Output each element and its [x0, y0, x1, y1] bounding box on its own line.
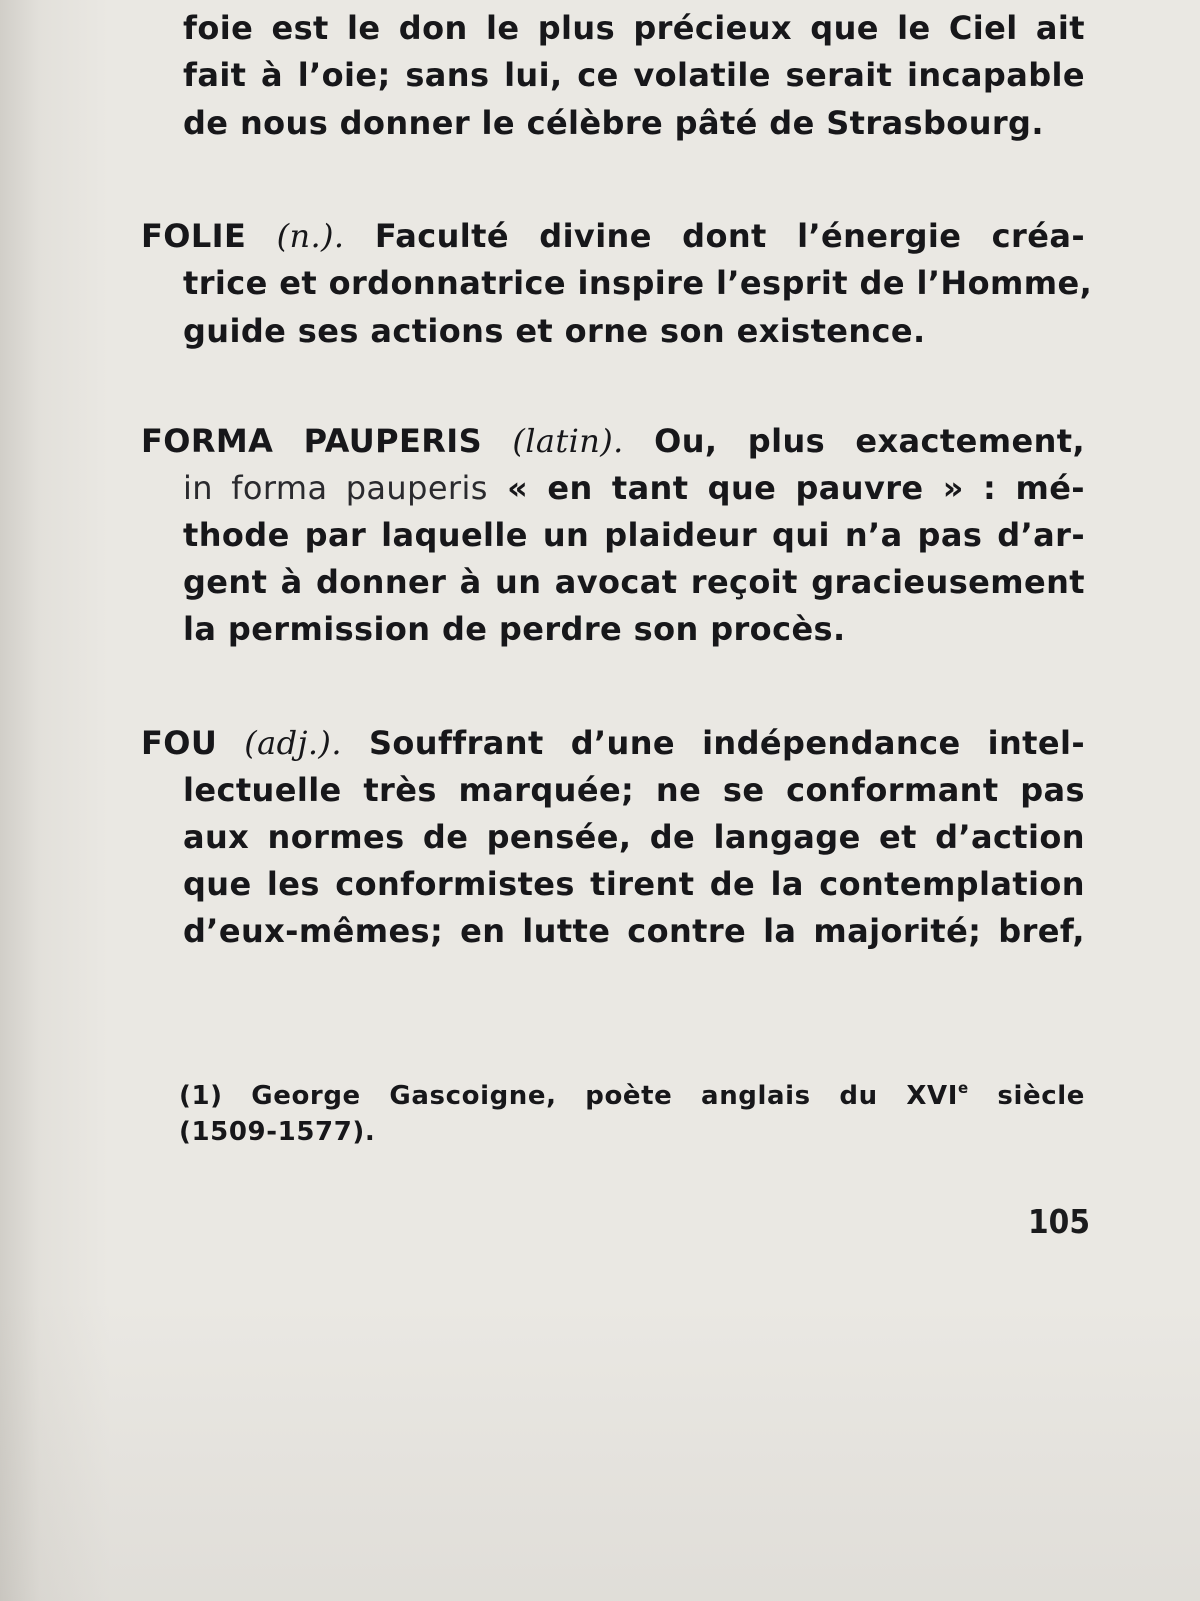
text-line: thode par laquelle un plaideur qui n’a pas d’ar-: [183, 516, 1085, 554]
definition-text: Faculté divine dont l’énergie créa-: [374, 217, 1086, 255]
footnote-line: [179, 1078, 1085, 1114]
text-line: fait à l’oie; sans lui, ce volatile serait incapable: [183, 56, 1085, 94]
definition-text: Ou, plus exactement,: [654, 422, 1085, 460]
text-line: lectuelle très marquée; ne se conformant pas: [183, 771, 1085, 809]
headword: FOLIE: [141, 217, 247, 255]
page-number: 105: [1028, 1202, 1090, 1241]
entry-forma-second-line: [183, 464, 1085, 512]
definition-text: « en tant que pauvre » : mé-: [507, 469, 1085, 507]
grammar-label: (adj.).: [244, 724, 342, 762]
footnote-superscript: e: [958, 1079, 969, 1097]
grammar-label: (latin).: [512, 422, 624, 460]
text-line: gent à donner à un avocat reçoit gracieusement: [183, 563, 1085, 601]
text-line: la permission de perdre son procès.: [183, 610, 846, 648]
entry-forma-first-line: [141, 417, 1085, 465]
text-line: aux normes de pensée, de langage et d’action: [183, 818, 1085, 856]
entry-folie-first-line: [141, 212, 1085, 260]
entry-fou-first-line: [141, 719, 1085, 767]
latin-phrase: in forma pauperis: [183, 469, 488, 507]
text-line: foie est le don le plus précieux que le Ciel ait: [183, 9, 1085, 47]
headword: FOU: [141, 724, 218, 762]
grammar-label: (n.).: [276, 217, 345, 255]
text-line: trice et ordonnatrice inspire l’esprit de l’Homme,: [183, 264, 1093, 302]
footnote-text: (1) George Gascoigne, poète anglais du XVI: [179, 1081, 958, 1111]
text-line: guide ses actions et orne son existence.: [183, 312, 926, 350]
text-line: de nous donner le célèbre pâté de Strasbourg.: [183, 104, 1044, 142]
footnote-line: (1509-1577).: [179, 1117, 376, 1147]
headword: FORMA PAUPERIS: [141, 422, 483, 460]
definition-text: Souffrant d’une indépendance intel-: [368, 724, 1086, 762]
text-line: d’eux-mêmes; en lutte contre la majorité; bref,: [183, 912, 1085, 950]
footnote-text: siècle: [968, 1081, 1085, 1111]
text-line: que les conformistes tirent de la contemplation: [183, 865, 1085, 903]
